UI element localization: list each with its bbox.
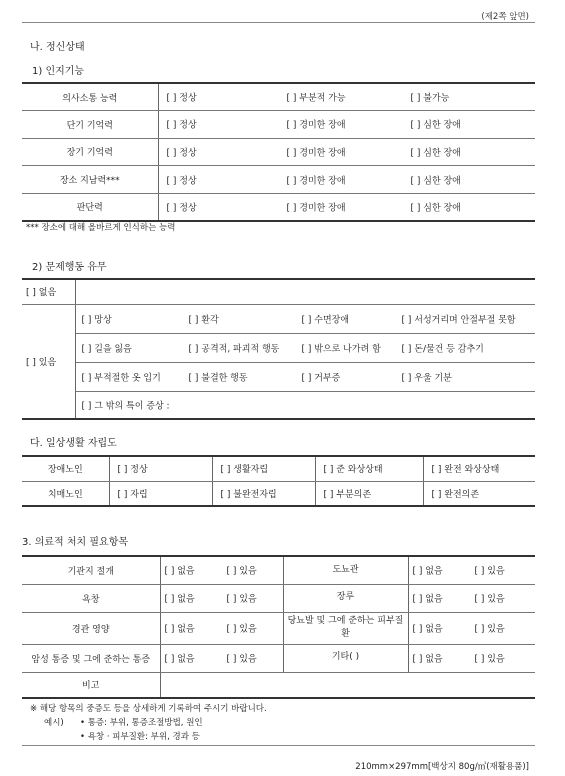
cognition-options	[158, 111, 535, 139]
behavior-row	[75, 304, 535, 333]
daily-option-cell	[315, 456, 423, 481]
example-label: 예시)	[44, 718, 64, 728]
daily-checkbox[interactable]: [ ] 생활자립	[220, 465, 269, 476]
cognition-label: 장기 기억력	[22, 138, 158, 166]
yes-no-cell	[408, 644, 535, 672]
medical-row	[22, 644, 535, 672]
yes-no-cell	[408, 612, 535, 644]
cognition-options	[158, 138, 535, 166]
option-checkbox[interactable]: [ ] 경미한 장애	[286, 120, 346, 131]
yes-checkbox[interactable]: [ ] 있음	[474, 566, 505, 577]
cognition-row	[22, 166, 535, 194]
daily-option-cell	[109, 456, 212, 481]
option-checkbox[interactable]: [ ] 심한 장애	[410, 148, 461, 159]
medical-label: 당뇨발 및 그에 준하는 피부질환	[283, 612, 408, 644]
daily-row	[22, 456, 535, 481]
yes-no-cell	[160, 584, 283, 612]
remarks-label: 비고	[22, 672, 160, 698]
none-checkbox[interactable]: [ ] 없음	[412, 566, 443, 577]
option-checkbox[interactable]: [ ] 심한 장애	[410, 203, 461, 214]
option-checkbox[interactable]: [ ] 경미한 장애	[286, 148, 346, 159]
behavior-checkbox[interactable]: [ ] 수면장애	[301, 315, 350, 325]
daily-checkbox[interactable]: [ ] 준 와상상태	[323, 465, 383, 476]
cognition-label: 단기 기억력	[22, 111, 158, 139]
yes-no-cell	[408, 556, 535, 584]
medical-label: 경관 영양	[22, 612, 160, 644]
yes-checkbox[interactable]: [ ] 있음	[226, 566, 257, 577]
cognition-table	[22, 82, 535, 222]
section-medical-title: 3. 의료적 처치 필요항목	[22, 537, 129, 548]
behavior-checkbox[interactable]: [ ] 서성거리며 안절부절 못함	[401, 315, 516, 325]
behavior-row	[75, 333, 535, 362]
cognition-options	[158, 83, 535, 111]
option-checkbox[interactable]: [ ] 정상	[166, 148, 197, 159]
cognition-options	[158, 193, 535, 221]
cognition-row	[22, 138, 535, 166]
medical-label: 기타( )	[283, 644, 408, 672]
option-checkbox[interactable]: [ ] 경미한 장애	[286, 203, 346, 214]
medical-row	[22, 584, 535, 612]
option-checkbox[interactable]: [ ] 정상	[166, 176, 197, 187]
cognition-label: 의사소통 능력	[22, 83, 158, 111]
behavior-row	[75, 391, 535, 419]
behavior-checkbox[interactable]: [ ] 거부증	[301, 373, 341, 383]
daily-checkbox[interactable]: [ ] 불완전자립	[220, 489, 277, 500]
behavior-checkbox[interactable]: [ ] 망상	[81, 315, 112, 325]
behavior-checkbox[interactable]: [ ] 그 밖의 특이 증상 :	[81, 401, 170, 412]
daily-checkbox[interactable]: [ ] 완전의존	[431, 489, 480, 500]
none-checkbox[interactable]: [ ] 없음	[412, 654, 443, 665]
daily-checkbox[interactable]: [ ] 정상	[117, 465, 148, 476]
section-daily-title: 다. 일상생활 자립도	[30, 438, 117, 449]
remarks-row	[22, 672, 535, 698]
example-item: • 통증: 부위, 통증조절방법, 원인	[80, 718, 203, 728]
bottom-divider	[22, 745, 535, 746]
none-checkbox[interactable]: [ ] 없음	[164, 654, 195, 665]
daily-option-cell	[109, 481, 212, 506]
yes-no-cell	[160, 612, 283, 644]
cognition-row	[22, 111, 535, 139]
yes-checkbox[interactable]: [ ] 있음	[474, 624, 505, 635]
none-checkbox[interactable]: [ ] 없음	[412, 624, 443, 635]
daily-table	[22, 455, 535, 507]
daily-option-cell	[212, 456, 315, 481]
yes-checkbox[interactable]: [ ] 있음	[474, 654, 505, 665]
yes-checkbox[interactable]: [ ] 있음	[474, 594, 505, 605]
daily-option-cell	[423, 456, 535, 481]
medical-row	[22, 556, 535, 584]
behavior-none-blank	[75, 279, 535, 304]
daily-option-cell	[423, 481, 535, 506]
none-checkbox[interactable]: [ ] 없음	[164, 594, 195, 605]
option-checkbox[interactable]: [ ] 정상	[166, 120, 197, 131]
behavior-title: 2) 문제행동 유무	[32, 262, 107, 273]
daily-label: 장애노인	[22, 456, 109, 481]
none-checkbox[interactable]: [ ] 없음	[164, 624, 195, 635]
behavior-exists-checkbox[interactable]: [ ] 있음	[22, 304, 75, 419]
option-checkbox[interactable]: [ ] 심한 장애	[410, 176, 461, 187]
page-side-note: (제2쪽 앞면)	[481, 12, 529, 22]
behavior-checkbox[interactable]: [ ] 길을 잃음	[81, 344, 132, 354]
daily-checkbox[interactable]: [ ] 완전 와상상태	[431, 465, 500, 476]
yes-no-cell	[160, 556, 283, 584]
cognition-title: 1) 인지기능	[32, 66, 85, 77]
behavior-checkbox[interactable]: [ ] 밖으로 나가려 함	[301, 344, 381, 354]
behavior-table	[22, 278, 535, 420]
cognition-row	[22, 193, 535, 221]
behavior-checkbox[interactable]: [ ] 부적절한 옷 입기	[81, 373, 161, 383]
yes-no-cell	[160, 644, 283, 672]
option-checkbox[interactable]: [ ] 경미한 장애	[286, 176, 346, 187]
cognition-options	[158, 166, 535, 194]
medical-table	[22, 555, 535, 699]
option-checkbox[interactable]: [ ] 부분적 가능	[286, 93, 346, 104]
behavior-checkbox[interactable]: [ ] 공격적, 파괴적 행동	[188, 344, 280, 354]
daily-checkbox[interactable]: [ ] 자립	[117, 489, 148, 500]
daily-checkbox[interactable]: [ ] 부분의존	[323, 489, 372, 500]
option-checkbox[interactable]: [ ] 심한 장애	[410, 120, 461, 131]
yes-no-cell	[408, 584, 535, 612]
none-checkbox[interactable]: [ ] 없음	[164, 566, 195, 577]
option-checkbox[interactable]: [ ] 정상	[166, 93, 197, 104]
cognition-row	[22, 83, 535, 111]
medical-instruction: ※ 해당 항목의 중증도 등을 상세하게 기록하여 주시기 바랍니다.	[30, 704, 267, 714]
yes-checkbox[interactable]: [ ] 있음	[226, 594, 257, 605]
behavior-checkbox[interactable]: [ ] 불결한 행동	[188, 373, 248, 383]
medical-label: 장루	[283, 584, 408, 612]
option-checkbox[interactable]: [ ] 정상	[166, 203, 197, 214]
cognition-footnote: *** 장소에 대해 올바르게 인식하는 능력	[26, 223, 176, 233]
none-checkbox[interactable]: [ ] 없음	[412, 594, 443, 605]
daily-option-cell	[212, 481, 315, 506]
medical-label: 암성 통증 및 그에 준하는 통증	[22, 644, 160, 672]
medical-label: 기관지 절개	[22, 556, 160, 584]
behavior-none-checkbox[interactable]: [ ] 없음	[22, 279, 75, 304]
daily-option-cell	[315, 481, 423, 506]
medical-label: 욕창	[22, 584, 160, 612]
paper-spec: 210mm×297mm[백상지 80g/㎡(재활용품)]	[355, 762, 529, 772]
behavior-row	[75, 362, 535, 391]
yes-checkbox[interactable]: [ ] 있음	[226, 624, 257, 635]
medical-row	[22, 612, 535, 644]
yes-checkbox[interactable]: [ ] 있음	[226, 654, 257, 665]
example-item: • 욕창 · 피부질환: 부위, 경과 등	[80, 732, 200, 742]
remarks-field[interactable]	[160, 672, 535, 698]
top-divider	[22, 22, 535, 23]
behavior-checkbox[interactable]: [ ] 돈/물건 등 감추기	[401, 344, 484, 354]
section-mental-title: 나. 정신상태	[30, 42, 85, 53]
option-checkbox[interactable]: [ ] 불가능	[410, 93, 450, 104]
cognition-label: 장소 지남력***	[22, 166, 158, 194]
behavior-checkbox[interactable]: [ ] 환각	[188, 315, 219, 325]
daily-label: 치매노인	[22, 481, 109, 506]
cognition-label: 판단력	[22, 193, 158, 221]
medical-label: 도뇨관	[283, 556, 408, 584]
daily-row	[22, 481, 535, 506]
behavior-checkbox[interactable]: [ ] 우울 기분	[401, 373, 452, 383]
